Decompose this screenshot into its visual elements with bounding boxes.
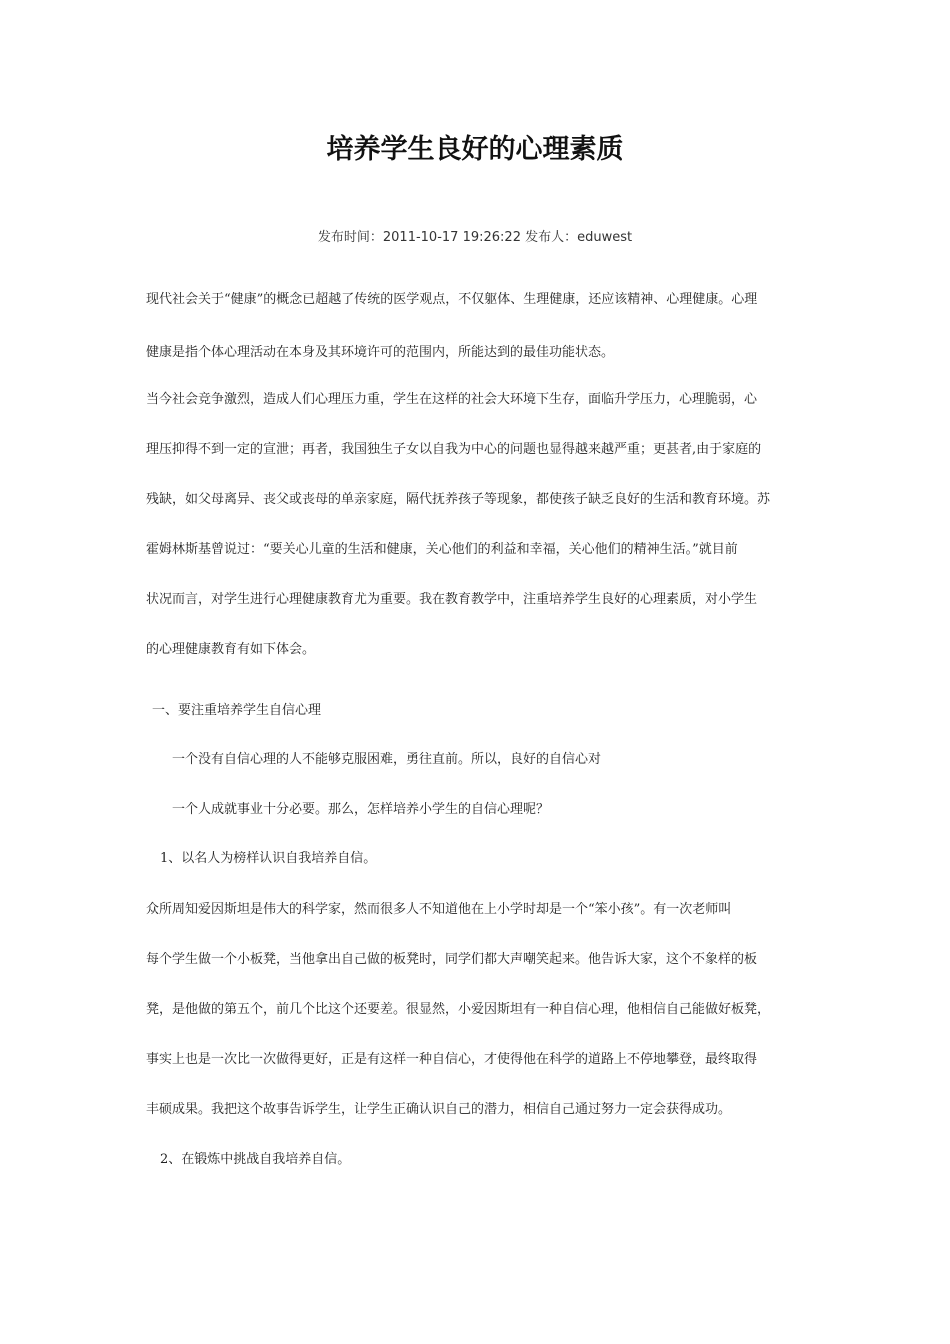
- publish-meta: 发布时间：2011-10-17 19:26:22 发布人：eduwest: [317, 230, 633, 245]
- einstein-paragraph: [146, 898, 806, 1122]
- paragraph-line: 理压抑得不到一定的宣泄；再者，我国独生子女以自我为中心的问题也显得越来越严重；更甚者,由于家庭的: [146, 442, 762, 457]
- context-paragraph: [146, 388, 806, 662]
- paragraph-line: 残缺，如父母离异、丧父或丧母的单亲家庭，隔代抚养孩子等现象，都使孩子缺乏良好的生活和教育环境。苏: [146, 492, 771, 507]
- paragraph-line: 状况而言，对学生进行心理健康教育尤为重要。我在教育教学中，注重培养学生良好的心理素质，对小学生: [146, 592, 758, 607]
- intro-paragraph: [146, 288, 806, 365]
- section-heading: 一、要注重培养学生自信心理: [152, 703, 322, 718]
- paragraph-line: 当今社会竞争激烈，造成人们心理压力重，学生在这样的社会大环境下生存，面临升学压力，心理脆弱，心: [146, 392, 758, 407]
- subsection-heading: 1、以名人为榜样认识自我培养自信。: [160, 851, 377, 866]
- subsection-heading: 2、在锻炼中挑战自我培养自信。: [160, 1152, 351, 1167]
- section-intro-line: 一个人成就事业十分必要。那么，怎样培养小学生的自信心理呢？: [172, 802, 550, 817]
- paragraph-line: 事实上也是一次比一次做得更好，正是有这样一种自信心，才使得他在科学的道路上不停地攀登，最终取得: [146, 1052, 758, 1067]
- paragraph-line: 众所周知爱因斯坦是伟大的科学家，然而很多人不知道他在上小学时却是一个“笨小孩”。有一次老师叫: [146, 902, 732, 917]
- paragraph-line: 霍姆林斯基曾说过：“要关心儿童的生活和健康，关心他们的利益和幸福，关心他们的精神生活。”就目前: [146, 542, 738, 557]
- paragraph-line: 凳，是他做的第五个，前几个比这个还要差。很显然，小爱因斯坦有一种自信心理，他相信自己能做好板凳，: [146, 1002, 771, 1017]
- paragraph-line: 现代社会关于“健康”的概念已超越了传统的医学观点，不仅躯体、生理健康，还应该精神、心理健康。心理: [146, 292, 758, 307]
- paragraph-line: 丰硕成果。我把这个故事告诉学生，让学生正确认识自己的潜力，相信自己通过努力一定会获得成功。: [146, 1102, 732, 1117]
- paragraph-line: 健康是指个体心理活动在本身及其环境许可的范围内，所能达到的最佳功能状态。: [146, 345, 615, 360]
- paragraph-line: 每个学生做一个小板凳，当他拿出自己做的板凳时，同学们都大声嘲笑起来。他告诉大家，这个不象样的板: [146, 952, 758, 967]
- article-title: 培养学生良好的心理素质: [326, 134, 624, 165]
- paragraph-line: 的心理健康教育有如下体会。: [146, 642, 316, 657]
- section-intro-line: 一个没有自信心理的人不能够克服困难，勇往直前。所以，良好的自信心对: [172, 752, 602, 767]
